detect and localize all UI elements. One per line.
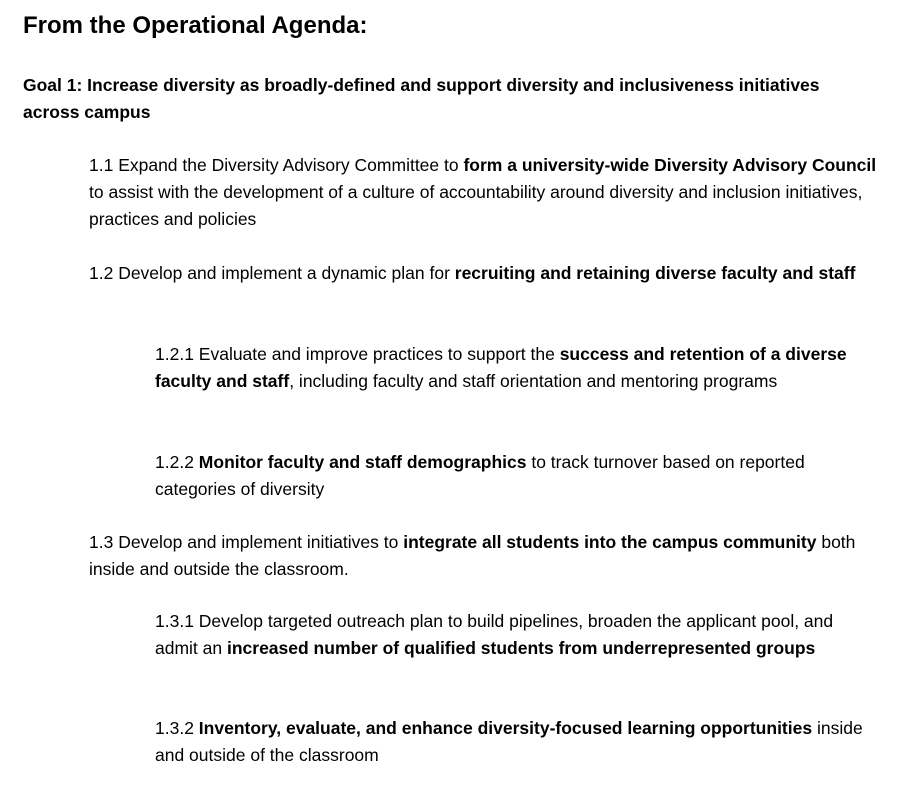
item-text: 1.2.1 Evaluate and improve practices to support the <box>155 344 560 364</box>
agenda-item-1-3 <box>89 529 879 583</box>
item-text: 1.2 Develop and implement a dynamic plan for <box>89 263 455 283</box>
item-text: to assist with the development of a culture of accountability around diversity and inclusion initiatives, practices and policies <box>89 182 863 229</box>
item-text: to track turnover based on reported categories of diversity <box>155 452 805 499</box>
item-emphasis: increased number of qualified students from underrepresented groups <box>226 638 816 658</box>
item-text: 1.3.1 Develop targeted outreach plan to build pipelines, broaden the applicant pool, and admit an <box>155 611 834 658</box>
agenda-item-1-3-2 <box>155 715 875 769</box>
item-text: , including faculty and staff orientation and mentoring programs <box>289 371 778 391</box>
agenda-item-1-2 <box>89 260 879 287</box>
item-text: 1.2.2 <box>155 452 199 472</box>
item-text: 1.3 Develop and implement initiatives to <box>89 532 404 552</box>
item-emphasis: Inventory, evaluate, and enhance diversity-focused learning opportunities <box>198 718 813 738</box>
item-emphasis: integrate all students into the campus community <box>403 532 817 552</box>
item-text: 1.1 Expand the Diversity Advisory Committee to <box>89 155 464 175</box>
item-emphasis: recruiting and retaining diverse faculty and staff <box>454 263 856 283</box>
agenda-item-1-2-1 <box>155 341 875 395</box>
agenda-item-1-3-1 <box>155 608 875 662</box>
item-emphasis: form a university-wide Diversity Advisory Council <box>463 155 877 175</box>
item-text: 1.3.2 <box>155 718 199 738</box>
item-text: inside and outside of the classroom <box>155 718 863 765</box>
page-heading: From the Operational Agenda: <box>23 12 368 39</box>
item-emphasis: Monitor faculty and staff demographics <box>198 452 527 472</box>
item-emphasis: success and retention of a diverse faculty and staff <box>155 344 847 391</box>
item-text: both inside and outside the classroom. <box>89 532 856 579</box>
agenda-item-1-1 <box>89 152 879 233</box>
agenda-item-1-2-2 <box>155 449 875 503</box>
goal-statement: Goal 1: Increase diversity as broadly-defined and support diversity and inclusiveness initiatives across campus <box>23 75 820 122</box>
